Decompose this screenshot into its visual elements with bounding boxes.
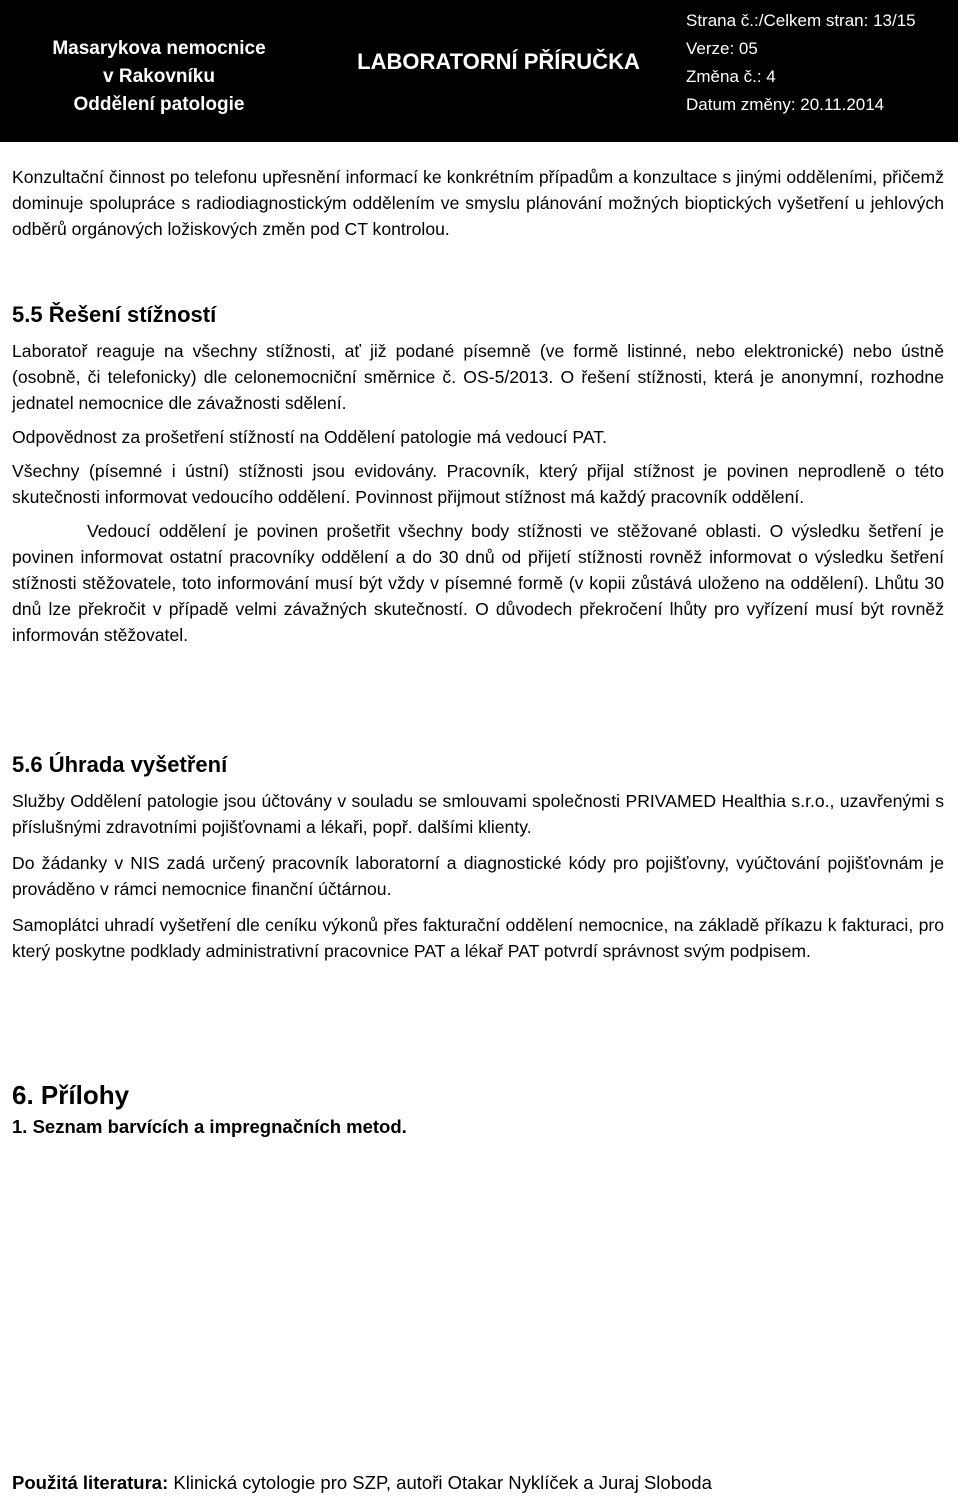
department-name: Oddělení patologie [73, 94, 245, 115]
section-appendices [12, 1082, 944, 1140]
page-number: Strana č.:/Celkem stran: 13/15 [686, 11, 916, 30]
section-5-5-title: 5.5 Řešení stížností [12, 302, 217, 327]
payment-paragraph-1: Služby Oddělení patologie jsou účtovány v souladu se smlouvami společnosti PRIVAMED Healthia s.r.o., uzavřenými s příslušnými zdravotními pojišťovnami a lékaři, popř. dalšími klienty. [12, 791, 944, 837]
section-complaints [12, 302, 944, 648]
version: Verze: 05 [686, 39, 758, 58]
section-6-title: 6. Přílohy [12, 1080, 130, 1110]
footer [12, 1472, 712, 1494]
hospital-name-line2: v Rakovníku [103, 66, 215, 87]
header-hospital [1, 1, 318, 141]
header-meta [680, 1, 957, 141]
appendix-item-1: 1. Seznam barvících a impregnačních metod. [12, 1116, 407, 1137]
header-title-cell [318, 1, 680, 141]
footer-label: Použitá literatura: [12, 1472, 169, 1493]
intro-block [12, 164, 944, 242]
complaints-paragraph-2: Odpovědnost za prošetření stížností na Oddělení patologie má vedoucí PAT. [12, 427, 607, 447]
section-5-6-title: 5.6 Úhrada vyšetření [12, 752, 228, 777]
footer-text: Klinická cytologie pro SZP, autoři Otakar Nyklíček a Juraj Sloboda [168, 1472, 712, 1493]
section-payment [12, 752, 944, 964]
change-date: Datum změny: 20.11.2014 [686, 95, 885, 114]
intro-paragraph: Konzultační činnost po telefonu upřesnění informací ke konkrétním případům a konzultace s jinými odděleními, přičemž dominuje spolupráce s radiodiagnostickým oddělením ve smyslu plánování možných bioptických vyšetření u jehlových odběrů orgánových ložiskových změn pod CT kontrolou. [12, 167, 944, 239]
complaints-paragraph-3: Všechny (písemné i ústní) stížnosti jsou evidovány. Pracovník, který přijal stížnost je povinen neprodleně o této skutečnosti informovat vedoucího oddělení. Povinnost přijmout stížnost má každý pracovník oddělení. [12, 461, 944, 507]
complaints-paragraph-1: Laboratoř reaguje na všechny stížnosti, ať již podané písemně (ve formě listinné, nebo elektronické) nebo ústně (osobně, či telefonicky) dle celonemocniční směrnice č. OS-5/2013. O řešení stížnosti, která je anonymní, rozhodne jednatel nemocnice dle závažnosti sdělení. [12, 341, 944, 413]
document-header [0, 0, 958, 142]
document-title: LABORATORNÍ PŘÍRUČKA [357, 49, 640, 74]
payment-paragraph-2: Do žádanky v NIS zadá určený pracovník laboratorní a diagnostické kódy pro pojišťovny, vyúčtování pojišťovnám je prováděno v rámci nemocnice finanční účtárnou. [12, 853, 944, 899]
hospital-name-line1: Masarykova nemocnice [52, 38, 266, 59]
change-number: Změna č.: 4 [686, 67, 776, 86]
payment-paragraph-3: Samoplátci uhradí vyšetření dle ceníku výkonů přes fakturační oddělení nemocnice, na základě příkazu k fakturaci, pro který poskytne podklady administrativní pracovnice PAT a lékař PAT potvrdí správnost svým podpisem. [12, 915, 944, 961]
complaints-paragraph-4: Vedoucí oddělení je povinen prošetřit všechny body stížnosti ve stěžované oblasti. O výsledku šetření je povinen informovat ostatní pracovníky oddělení a do 30 dnů od přijetí stížnosti rovněž informovat o výsledku šetření stížnosti stěžovatele, toto informování musí být vždy v písemné formě (v kopii zůstává uloženo na oddělení). Lhůtu 30 dnů lze překročit v případě velmi závažných skutečností. O důvodech překročení lhůty pro vyřízení musí být rovněž informován stěžovatel. [12, 521, 944, 645]
